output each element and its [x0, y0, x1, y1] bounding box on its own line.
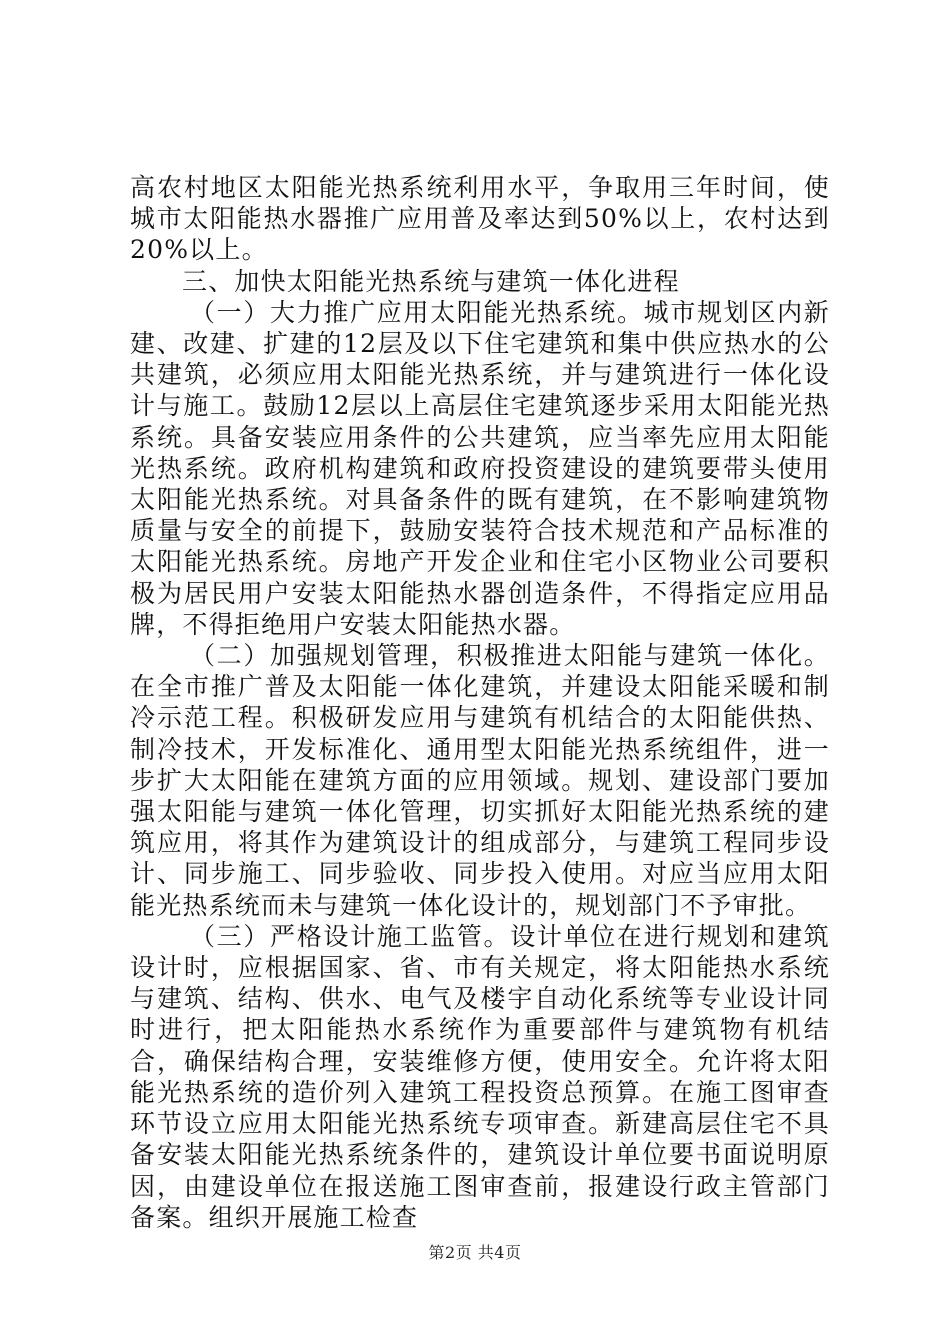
section-heading: 三、加快太阳能光热系统与建筑一体化进程 [182, 266, 680, 296]
paragraph-item-2: （二）加强规划管理，积极推进太阳能与建筑一体化。在全市推广普及太阳能一体化建筑，并建设太阳能采暖和制冷示范工程。积极研发应用与建筑有机结合的太阳能供热、制冷技术，开发标准化、通用型太阳能光热系统组件，进一步扩大太阳能在建筑方面的应用领域。规划、建设部门要加强太阳能与建筑一体化管理，切实抓好太阳能光热系统的建筑应用，将其作为建筑设计的组成部分，与建筑工程同步设计、同步施工、同步验收、同步投入使用。对应当应用太阳能光热系统而未与建筑一体化设计的，规划部门不予审批。 [130, 641, 830, 920]
page-footer: 第2页 共4页 [428, 1243, 522, 1262]
paragraph-item-1: （一）大力推广应用太阳能光热系统。城市规划区内新建、改建、扩建的12层及以下住宅建筑和集中供应热水的公共建筑，必须应用太阳能光热系统，并与建筑进行一体化设计与施工。鼓励12层以上高层住宅建筑逐步采用太阳能光热系统。具备安装应用条件的公共建筑，应当率先应用太阳能光热系统。政府机构建筑和政府投资建设的建筑要带头使用太阳能光热系统。对具备条件的既有建筑，在不影响建筑物质量与安全的前提下，鼓励安装符合技术规范和产品标准的太阳能光热系统。房地产开发企业和住宅小区物业公司要积极为居民用户安装太阳能热水器创造条件，不得指定应用品牌，不得拒绝用户安装太阳能热水器。 [130, 297, 830, 639]
paragraph-continuation: 高农村地区太阳能光热系统利用水平，争取用三年时间，使城市太阳能热水器推广应用普及率达到50%以上，农村达到20%以上。 [130, 173, 830, 265]
document-body [130, 172, 830, 1233]
paragraph-item-3: （三）严格设计施工监管。设计单位在进行规划和建筑设计时，应根据国家、省、市有关规定，将太阳能热水系统与建筑、结构、供水、电气及楼宇自动化系统等专业设计同时进行，把太阳能热水系统作为重要部件与建筑物有机结合，确保结构合理，安装维修方便，使用安全。允许将太阳能光热系统的造价列入建筑工程投资总预算。在施工图审查环节设立应用太阳能光热系统专项审查。新建高层住宅不具备安装太阳能光热系统条件的，建筑设计单位要书面说明原因，由建设单位在报送施工图审查前，报建设行政主管部门备案。组织开展施工检查 [130, 921, 830, 1232]
